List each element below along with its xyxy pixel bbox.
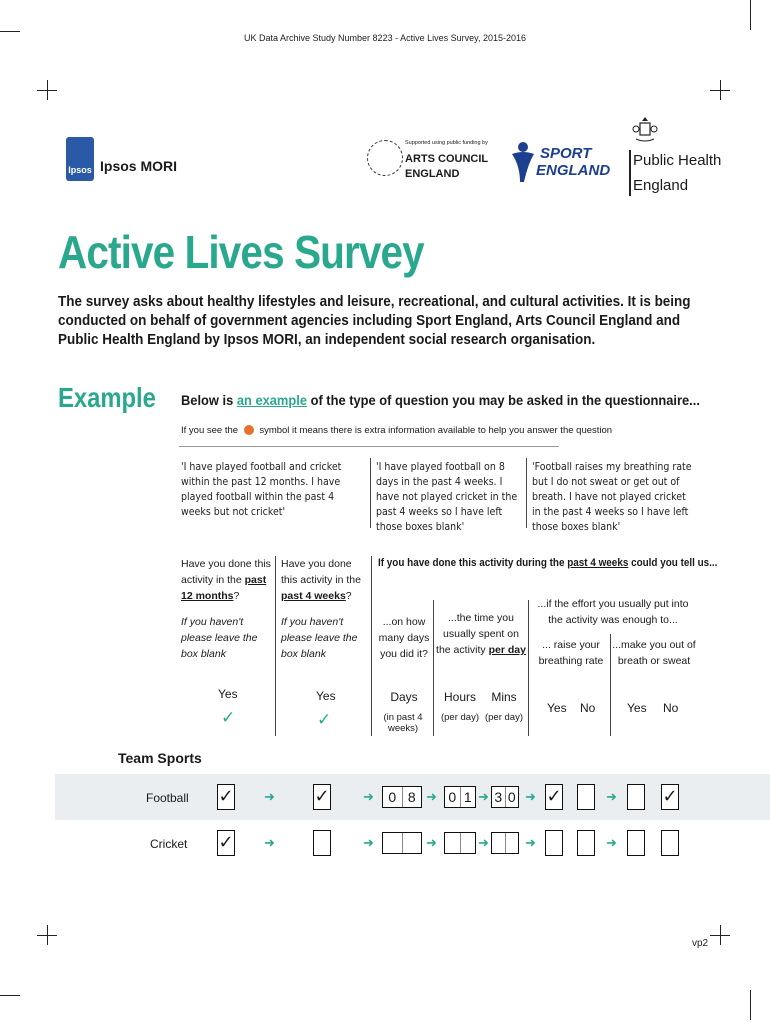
q4-post: ? (345, 590, 352, 602)
hours-input[interactable] (444, 832, 476, 854)
arrow-icon: ➜ (606, 835, 617, 850)
mins-input[interactable] (491, 832, 519, 854)
q12-tick-icon: ✓ (221, 708, 236, 727)
ipsos-name: Ipsos MORI (100, 158, 178, 174)
column-divider (275, 556, 276, 736)
row-4weeks-checkbox[interactable]: ✓ (313, 784, 331, 810)
time-emph: per day (488, 644, 526, 656)
row-label: Cricket (150, 837, 188, 851)
days-input[interactable] (382, 786, 422, 808)
mins-digit (492, 833, 505, 853)
days-digit (402, 833, 422, 853)
arts-council-line1: ARTS COUNCIL (405, 153, 489, 165)
example-label: Example (58, 382, 156, 413)
ipsos-logo (66, 137, 94, 181)
column-divider (371, 556, 372, 736)
arrow-icon: ➜ (478, 835, 489, 850)
info-icon (244, 425, 254, 435)
arrow-icon: ➜ (525, 835, 536, 850)
followup-pre: If you have done this activity during the (378, 557, 568, 569)
arrow-icon: ➜ (606, 789, 617, 804)
sweat-no-head: No (663, 701, 679, 715)
sweat-no-checkbox[interactable]: ✓ (661, 784, 679, 810)
sweat-yes-checkbox[interactable] (627, 784, 645, 810)
days-sub: (in past 4 weeks) (383, 712, 423, 734)
sweat-question: ...make you out of breath or sweat (612, 639, 696, 667)
crop-mark (745, 990, 755, 1020)
study-header: UK Data Archive Study Number 8223 - Active Lives Survey, 2015-2016 (244, 33, 526, 43)
q4-question (281, 556, 369, 604)
q12-yes: Yes (218, 687, 238, 701)
info-line (181, 425, 612, 436)
crop-mark (0, 990, 20, 1000)
quote-divider (370, 458, 371, 528)
phe-line2: England (633, 177, 689, 194)
quote-divider (526, 458, 527, 528)
q12-question (181, 556, 273, 604)
arrow-icon: ➜ (363, 789, 374, 804)
breath-question: ... raise your breathing rate (538, 639, 604, 667)
page-title: Active Lives Survey (58, 226, 424, 278)
crop-mark (710, 80, 730, 100)
time-pre: ...the time you usually spent on the activity (436, 612, 519, 656)
hours-head: Hours (443, 690, 476, 704)
example-intro (181, 392, 700, 408)
example-quote: 'I have played football and cricket within the past 12 months. I have played football within the past 4 weeks but not cricket' (181, 461, 342, 518)
crop-mark (710, 925, 730, 945)
example-intro-pre: Below is (181, 392, 237, 408)
days-digit: 0 (388, 789, 397, 805)
section-title: Team Sports (118, 750, 202, 766)
ipsos-badge-text: Ipsos (68, 165, 92, 175)
arts-council-line2: ENGLAND (405, 168, 460, 180)
q4-hint (281, 614, 369, 662)
column-divider (610, 634, 611, 736)
royal-crest-icon (632, 115, 658, 145)
q4-emph: past 4 weeks (281, 590, 346, 602)
q12-post: ? (233, 590, 240, 602)
followup-post: could you tell us... (628, 557, 718, 569)
q12-hint (181, 614, 273, 662)
intro-paragraph: The survey asks about healthy lifestyles and leisure, recreational, and cultural activities. It is being conducted on behalf of government agencies including Sport England, Arts Council England and Public Health England by Ipsos MORI, an independent social research organisation. (58, 294, 691, 348)
followup-header (378, 557, 717, 569)
mins-head: Mins (491, 690, 517, 704)
arrow-icon: ➜ (264, 789, 275, 804)
example-intro-post: of the type of question you may be asked in the questionnaire... (306, 392, 700, 408)
arrow-icon: ➜ (525, 789, 536, 804)
sport-england-line1: SPORT (540, 145, 592, 162)
example-quote: 'I have played football on 8 days in the past 4 weeks. I have not played cricket in the past 4 weeks so I have left those boxes blank' (376, 461, 518, 533)
breath-no-checkbox[interactable] (577, 830, 595, 856)
info-post: symbol it means there is extra information available to help you answer the question (259, 425, 613, 436)
example-link[interactable]: an example (236, 392, 307, 408)
arts-council-seal (367, 140, 403, 176)
sweat-no-checkbox[interactable] (661, 830, 679, 856)
row-label: Football (146, 791, 189, 805)
hours-input[interactable] (444, 786, 476, 808)
rule (179, 446, 559, 447)
crop-mark (37, 80, 57, 100)
breath-yes-head: Yes (547, 701, 567, 715)
phe-line1: Public Health (633, 152, 722, 169)
q4-hint-text: If you haven't please leave the box blank (281, 616, 358, 660)
row-12months-checkbox[interactable]: ✓ (217, 784, 235, 810)
mins-digit (505, 833, 519, 853)
arts-council-supported: Supported using public funding by (405, 140, 488, 146)
mins-digit: 0 (505, 787, 519, 807)
days-digit: 8 (402, 787, 422, 807)
days-digit (383, 833, 402, 853)
breath-yes-checkbox[interactable]: ✓ (545, 784, 563, 810)
arrow-icon: ➜ (264, 835, 275, 850)
mins-input[interactable] (491, 786, 519, 808)
example-quote: 'Football raises my breathing rate but I do not sweat or get out of breath. I have not played cricket in the past 4 weeks so I have left those boxes blank' (532, 461, 692, 533)
q12-hint-text: If you haven't please leave the box blank (181, 616, 258, 660)
days-input[interactable] (382, 832, 422, 854)
breath-no-head: No (580, 701, 596, 715)
row-4weeks-checkbox[interactable] (313, 830, 331, 856)
sport-england-icon (508, 140, 538, 184)
phe-bar (629, 150, 631, 196)
q12-emph: past 12 months (181, 574, 267, 602)
q4-yes: Yes (316, 689, 336, 703)
hours-digit (445, 833, 460, 853)
sweat-yes-head: Yes (627, 701, 647, 715)
arrow-icon: ➜ (478, 789, 489, 804)
arrow-icon: ➜ (426, 789, 437, 804)
q4-pre: Have you done this activity in the (281, 558, 361, 586)
effort-question: ...if the effort you usually put into the activity was enough to... (537, 598, 689, 626)
hours-sub: (per day) (440, 712, 479, 723)
row-12months-checkbox[interactable]: ✓ (217, 830, 235, 856)
crop-mark (745, 0, 755, 30)
q12-pre: Have you done this activity in the (181, 558, 271, 586)
q4-tick-icon: ✓ (317, 710, 332, 729)
sport-england-line2: ENGLAND (536, 162, 611, 179)
days-question: ...on how many days you did it? (378, 616, 430, 660)
hours-digit (460, 833, 476, 853)
time-question (436, 610, 526, 658)
info-pre: If you see the (181, 425, 239, 436)
arrow-icon: ➜ (426, 835, 437, 850)
hours-digit: 1 (460, 787, 476, 807)
mins-digit: 3 (494, 789, 503, 805)
column-divider (528, 600, 529, 736)
sweat-yes-checkbox[interactable] (627, 830, 645, 856)
page-number: vp2 (692, 938, 709, 949)
breath-yes-checkbox[interactable] (545, 830, 563, 856)
followup-emph: past 4 weeks (567, 557, 629, 569)
days-head: Days (390, 690, 418, 704)
hours-digit: 0 (448, 789, 457, 805)
breath-no-checkbox[interactable] (577, 784, 595, 810)
crop-mark (37, 925, 57, 945)
mins-sub: (per day) (484, 712, 523, 723)
arrow-icon: ➜ (363, 835, 374, 850)
